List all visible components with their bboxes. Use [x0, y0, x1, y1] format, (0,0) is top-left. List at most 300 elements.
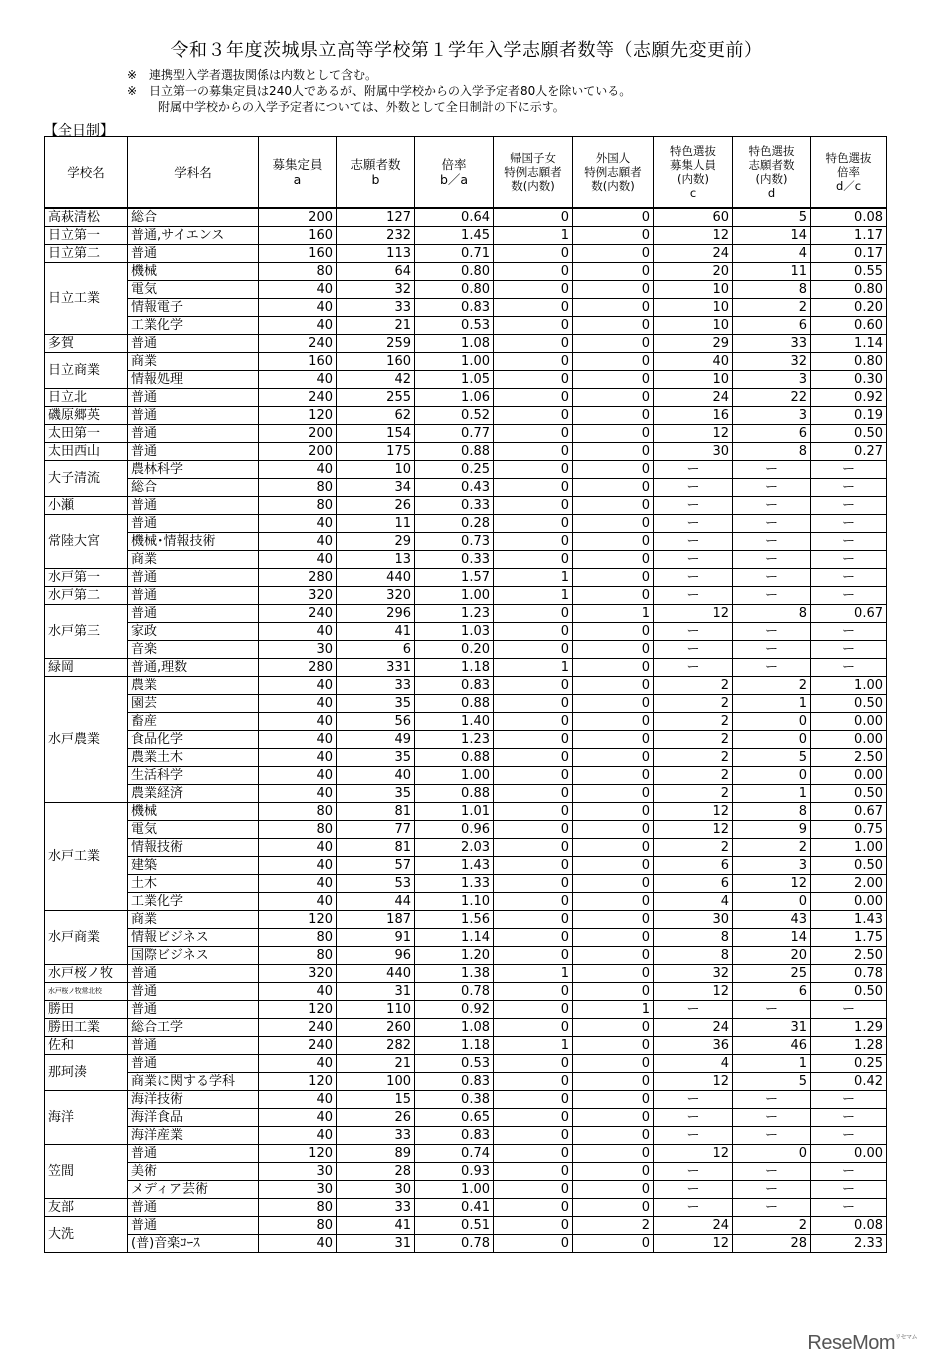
table-row: [45, 208, 887, 227]
dept-cell: 海洋産業: [128, 1127, 259, 1145]
ratio-cell: 0.78: [415, 1235, 494, 1253]
special-applicants-cell: 43: [733, 911, 811, 929]
special-capacity-cell: 8: [654, 929, 733, 947]
dept-cell: 普通: [128, 245, 259, 263]
special-applicants-cell: 28: [733, 1235, 811, 1253]
special-capacity-cell: 30: [654, 443, 733, 461]
foreign-cell: 0: [573, 227, 654, 245]
applicants-cell: 89: [337, 1145, 415, 1163]
special-applicants-cell: ー: [733, 623, 811, 641]
returnee-cell: 0: [494, 1127, 573, 1145]
table-row: [45, 569, 887, 587]
special-ratio-cell: ー: [811, 479, 887, 497]
table-body: [45, 208, 887, 1253]
dept-cell: 普通: [128, 443, 259, 461]
foreign-cell: 0: [573, 263, 654, 281]
foreign-cell: 0: [573, 983, 654, 1001]
table-row: [45, 677, 887, 695]
foreign-cell: 0: [573, 497, 654, 515]
returnee-cell: 0: [494, 533, 573, 551]
capacity-cell: 40: [259, 677, 337, 695]
special-ratio-cell: 0.80: [811, 353, 887, 371]
returnee-cell: 0: [494, 371, 573, 389]
school-name-cell: 那珂湊: [45, 1055, 128, 1091]
dept-cell: 農林科学: [128, 461, 259, 479]
capacity-cell: 160: [259, 353, 337, 371]
table-row: [45, 641, 887, 659]
table-row: [45, 371, 887, 389]
foreign-cell: 0: [573, 353, 654, 371]
applicants-cell: 260: [337, 1019, 415, 1037]
capacity-cell: 320: [259, 587, 337, 605]
foreign-cell: 0: [573, 317, 654, 335]
special-capacity-cell: 2: [654, 785, 733, 803]
table-row: [45, 497, 887, 515]
special-applicants-cell: 2: [733, 839, 811, 857]
applicants-cell: 175: [337, 443, 415, 461]
special-capacity-cell: 40: [654, 353, 733, 371]
returnee-cell: 1: [494, 587, 573, 605]
applicants-cell: 41: [337, 1217, 415, 1235]
special-ratio-cell: 0.30: [811, 371, 887, 389]
ratio-cell: 1.23: [415, 731, 494, 749]
special-ratio-cell: 0.00: [811, 731, 887, 749]
returnee-cell: 0: [494, 443, 573, 461]
special-applicants-cell: ー: [733, 1109, 811, 1127]
school-name-cell: 水戸第一: [45, 569, 128, 587]
header-applicants: 志願者数 b: [337, 137, 415, 209]
special-applicants-cell: 25: [733, 965, 811, 983]
returnee-cell: 0: [494, 1091, 573, 1109]
special-capacity-cell: 10: [654, 371, 733, 389]
returnee-cell: 0: [494, 1073, 573, 1091]
dept-cell: 普通: [128, 965, 259, 983]
applicants-cell: 320: [337, 587, 415, 605]
foreign-cell: 0: [573, 1235, 654, 1253]
special-ratio-cell: 1.28: [811, 1037, 887, 1055]
dept-cell: 普通: [128, 983, 259, 1001]
special-ratio-cell: ー: [811, 1001, 887, 1019]
applicants-cell: 35: [337, 785, 415, 803]
table-row: [45, 335, 887, 353]
special-applicants-cell: 2: [733, 299, 811, 317]
returnee-cell: 0: [494, 1055, 573, 1073]
dept-cell: 国際ビジネス: [128, 947, 259, 965]
capacity-cell: 40: [259, 731, 337, 749]
special-applicants-cell: ー: [733, 515, 811, 533]
school-name-cell: 勝田: [45, 1001, 128, 1019]
school-name-cell: 大洗: [45, 1217, 128, 1253]
special-ratio-cell: 1.17: [811, 227, 887, 245]
applicants-cell: 11: [337, 515, 415, 533]
special-ratio-cell: 0.55: [811, 263, 887, 281]
foreign-cell: 0: [573, 515, 654, 533]
special-applicants-cell: 5: [733, 208, 811, 227]
ratio-cell: 1.40: [415, 713, 494, 731]
special-applicants-cell: 33: [733, 335, 811, 353]
dept-cell: 総合: [128, 208, 259, 227]
ratio-cell: 0.83: [415, 1127, 494, 1145]
special-ratio-cell: 2.50: [811, 947, 887, 965]
dept-cell: 普通: [128, 425, 259, 443]
special-capacity-cell: 32: [654, 965, 733, 983]
table-row: [45, 803, 887, 821]
school-name-cell: 佐和: [45, 1037, 128, 1055]
ratio-cell: 1.57: [415, 569, 494, 587]
capacity-cell: 40: [259, 1109, 337, 1127]
header-special-capacity: 特色選抜 募集人員 (内数) c: [654, 137, 733, 209]
special-applicants-cell: ー: [733, 497, 811, 515]
ratio-cell: 0.38: [415, 1091, 494, 1109]
special-ratio-cell: 2.33: [811, 1235, 887, 1253]
returnee-cell: 1: [494, 659, 573, 677]
special-capacity-cell: 24: [654, 1019, 733, 1037]
special-applicants-cell: 3: [733, 407, 811, 425]
special-capacity-cell: ー: [654, 515, 733, 533]
special-applicants-cell: ー: [733, 1199, 811, 1217]
special-capacity-cell: ー: [654, 533, 733, 551]
table-row: [45, 1145, 887, 1163]
special-applicants-cell: ー: [733, 1181, 811, 1199]
dept-cell: 農業土木: [128, 749, 259, 767]
foreign-cell: 0: [573, 1199, 654, 1217]
table-row: [45, 299, 887, 317]
special-ratio-cell: ー: [811, 1181, 887, 1199]
foreign-cell: 0: [573, 533, 654, 551]
dept-cell: 総合工学: [128, 1019, 259, 1037]
table-row: [45, 1055, 887, 1073]
capacity-cell: 80: [259, 803, 337, 821]
foreign-cell: 0: [573, 767, 654, 785]
dept-cell: 音楽: [128, 641, 259, 659]
capacity-cell: 240: [259, 389, 337, 407]
dept-cell: 情報処理: [128, 371, 259, 389]
foreign-cell: 0: [573, 695, 654, 713]
foreign-cell: 0: [573, 749, 654, 767]
table-row: [45, 1109, 887, 1127]
table-row: [45, 1235, 887, 1253]
school-name-cell: 勝田工業: [45, 1019, 128, 1037]
capacity-cell: 40: [259, 695, 337, 713]
special-applicants-cell: 12: [733, 875, 811, 893]
applicants-cell: 21: [337, 1055, 415, 1073]
applicants-cell: 187: [337, 911, 415, 929]
applicants-cell: 77: [337, 821, 415, 839]
dept-cell: 海洋技術: [128, 1091, 259, 1109]
returnee-cell: 0: [494, 911, 573, 929]
dept-cell: 普通: [128, 515, 259, 533]
table-row: [45, 605, 887, 623]
special-applicants-cell: 32: [733, 353, 811, 371]
applicants-cell: 91: [337, 929, 415, 947]
returnee-cell: 0: [494, 407, 573, 425]
returnee-cell: 0: [494, 389, 573, 407]
special-ratio-cell: 0.78: [811, 965, 887, 983]
special-ratio-cell: ー: [811, 1109, 887, 1127]
table-row: [45, 317, 887, 335]
applicants-table: [44, 136, 887, 1253]
foreign-cell: 0: [573, 713, 654, 731]
dept-cell: (普)音楽ｺｰｽ: [128, 1235, 259, 1253]
special-capacity-cell: 24: [654, 245, 733, 263]
foreign-cell: 0: [573, 208, 654, 227]
applicants-cell: 41: [337, 623, 415, 641]
special-ratio-cell: 0.75: [811, 821, 887, 839]
table-row: [45, 1199, 887, 1217]
returnee-cell: 0: [494, 983, 573, 1001]
foreign-cell: 0: [573, 1019, 654, 1037]
special-capacity-cell: 2: [654, 677, 733, 695]
capacity-cell: 80: [259, 1217, 337, 1235]
table-row: [45, 857, 887, 875]
special-ratio-cell: ー: [811, 515, 887, 533]
special-applicants-cell: 20: [733, 947, 811, 965]
special-ratio-cell: 1.29: [811, 1019, 887, 1037]
ratio-cell: 1.33: [415, 875, 494, 893]
special-applicants-cell: 5: [733, 1073, 811, 1091]
header-school: 学校名: [45, 137, 128, 209]
special-ratio-cell: ー: [811, 533, 887, 551]
header-ratio: 倍率 b／a: [415, 137, 494, 209]
special-ratio-cell: ー: [811, 1163, 887, 1181]
ratio-cell: 0.41: [415, 1199, 494, 1217]
applicants-cell: 26: [337, 497, 415, 515]
returnee-cell: 1: [494, 965, 573, 983]
applicants-cell: 34: [337, 479, 415, 497]
dept-cell: 機械･情報技術: [128, 533, 259, 551]
capacity-cell: 40: [259, 857, 337, 875]
special-ratio-cell: 0.67: [811, 605, 887, 623]
returnee-cell: 0: [494, 479, 573, 497]
returnee-cell: 0: [494, 1181, 573, 1199]
school-name-cell: 水戸第三: [45, 605, 128, 659]
school-name-cell: 日立第二: [45, 245, 128, 263]
ratio-cell: 1.23: [415, 605, 494, 623]
capacity-cell: 30: [259, 1181, 337, 1199]
special-capacity-cell: 10: [654, 299, 733, 317]
special-applicants-cell: 14: [733, 929, 811, 947]
special-ratio-cell: 0.42: [811, 1073, 887, 1091]
special-applicants-cell: 8: [733, 281, 811, 299]
table-row: [45, 1127, 887, 1145]
table-row: [45, 659, 887, 677]
special-capacity-cell: 12: [654, 1073, 733, 1091]
school-name-cell: 水戸第二: [45, 587, 128, 605]
foreign-cell: 0: [573, 551, 654, 569]
capacity-cell: 40: [259, 515, 337, 533]
table-row: [45, 1001, 887, 1019]
dept-cell: 普通: [128, 497, 259, 515]
foreign-cell: 0: [573, 1127, 654, 1145]
special-capacity-cell: 8: [654, 947, 733, 965]
dept-cell: 機械: [128, 803, 259, 821]
special-ratio-cell: ー: [811, 1199, 887, 1217]
special-capacity-cell: ー: [654, 1199, 733, 1217]
school-name-cell: 水戸工業: [45, 803, 128, 911]
table-row: [45, 875, 887, 893]
table-row: [45, 1037, 887, 1055]
capacity-cell: 80: [259, 497, 337, 515]
header-foreign: 外国人 特例志願者 数(内数): [573, 137, 654, 209]
special-capacity-cell: 12: [654, 227, 733, 245]
dept-cell: 農業経済: [128, 785, 259, 803]
ratio-cell: 0.20: [415, 641, 494, 659]
special-applicants-cell: ー: [733, 1163, 811, 1181]
ratio-cell: 0.78: [415, 983, 494, 1001]
applicants-cell: 81: [337, 803, 415, 821]
special-capacity-cell: 2: [654, 695, 733, 713]
foreign-cell: 2: [573, 1217, 654, 1235]
ratio-cell: 0.64: [415, 208, 494, 227]
ratio-cell: 1.18: [415, 1037, 494, 1055]
returnee-cell: 0: [494, 461, 573, 479]
capacity-cell: 40: [259, 749, 337, 767]
special-applicants-cell: ー: [733, 479, 811, 497]
ratio-cell: 0.51: [415, 1217, 494, 1235]
applicants-cell: 259: [337, 335, 415, 353]
special-capacity-cell: ー: [654, 1091, 733, 1109]
dept-cell: 普通: [128, 407, 259, 425]
ratio-cell: 1.00: [415, 353, 494, 371]
capacity-cell: 40: [259, 1091, 337, 1109]
special-capacity-cell: ー: [654, 659, 733, 677]
returnee-cell: 0: [494, 551, 573, 569]
special-ratio-cell: 0.67: [811, 803, 887, 821]
school-name-cell: 日立商業: [45, 353, 128, 389]
returnee-cell: 0: [494, 1163, 573, 1181]
special-ratio-cell: 2.50: [811, 749, 887, 767]
special-ratio-cell: 0.80: [811, 281, 887, 299]
dept-cell: 普通: [128, 335, 259, 353]
capacity-cell: 80: [259, 821, 337, 839]
special-capacity-cell: ー: [654, 569, 733, 587]
table-row: [45, 713, 887, 731]
ratio-cell: 0.92: [415, 1001, 494, 1019]
table-row: [45, 893, 887, 911]
special-ratio-cell: 1.43: [811, 911, 887, 929]
applicants-cell: 127: [337, 208, 415, 227]
table-row: [45, 407, 887, 425]
dept-cell: 情報電子: [128, 299, 259, 317]
special-applicants-cell: 8: [733, 605, 811, 623]
special-ratio-cell: ー: [811, 623, 887, 641]
special-ratio-cell: 0.27: [811, 443, 887, 461]
header-capacity: 募集定員 a: [259, 137, 337, 209]
returnee-cell: 0: [494, 821, 573, 839]
special-ratio-cell: 0.08: [811, 208, 887, 227]
header-returnee: 帰国子女 特例志願者 数(内数): [494, 137, 573, 209]
school-name-cell: 太田西山: [45, 443, 128, 461]
foreign-cell: 0: [573, 389, 654, 407]
returnee-cell: 0: [494, 208, 573, 227]
special-applicants-cell: 0: [733, 767, 811, 785]
applicants-cell: 15: [337, 1091, 415, 1109]
applicants-cell: 232: [337, 227, 415, 245]
returnee-cell: 0: [494, 623, 573, 641]
table-row: [45, 551, 887, 569]
table-row: [45, 353, 887, 371]
resemom-logo: ReseMom$^{リセマム}$: [807, 1332, 917, 1354]
special-applicants-cell: 31: [733, 1019, 811, 1037]
special-capacity-cell: ー: [654, 1163, 733, 1181]
returnee-cell: 0: [494, 947, 573, 965]
table-row: [45, 695, 887, 713]
table-row: [45, 785, 887, 803]
special-capacity-cell: ー: [654, 551, 733, 569]
dept-cell: 電気: [128, 281, 259, 299]
foreign-cell: 1: [573, 1001, 654, 1019]
special-applicants-cell: 2: [733, 677, 811, 695]
applicants-cell: 35: [337, 695, 415, 713]
school-name-cell: 水戸桜ノ牧常北校: [45, 983, 128, 1001]
capacity-cell: 280: [259, 569, 337, 587]
table-row: [45, 443, 887, 461]
special-capacity-cell: ー: [654, 1001, 733, 1019]
ratio-cell: 0.73: [415, 533, 494, 551]
special-ratio-cell: 0.50: [811, 695, 887, 713]
capacity-cell: 200: [259, 208, 337, 227]
special-applicants-cell: 14: [733, 227, 811, 245]
capacity-cell: 40: [259, 281, 337, 299]
special-ratio-cell: 0.00: [811, 767, 887, 785]
ratio-cell: 0.96: [415, 821, 494, 839]
special-applicants-cell: 6: [733, 983, 811, 1001]
foreign-cell: 0: [573, 623, 654, 641]
special-ratio-cell: 0.08: [811, 1217, 887, 1235]
capacity-cell: 40: [259, 371, 337, 389]
table-row: [45, 1091, 887, 1109]
special-capacity-cell: 12: [654, 425, 733, 443]
table-row: [45, 263, 887, 281]
special-applicants-cell: ー: [733, 1091, 811, 1109]
ratio-cell: 0.25: [415, 461, 494, 479]
foreign-cell: 0: [573, 821, 654, 839]
returnee-cell: 0: [494, 929, 573, 947]
special-ratio-cell: 0.20: [811, 299, 887, 317]
foreign-cell: 0: [573, 929, 654, 947]
capacity-cell: 320: [259, 965, 337, 983]
dept-cell: 工業化学: [128, 893, 259, 911]
capacity-cell: 40: [259, 623, 337, 641]
returnee-cell: 0: [494, 641, 573, 659]
special-capacity-cell: 10: [654, 281, 733, 299]
special-capacity-cell: 2: [654, 749, 733, 767]
dept-cell: 機械: [128, 263, 259, 281]
special-ratio-cell: ー: [811, 569, 887, 587]
returnee-cell: 0: [494, 749, 573, 767]
returnee-cell: 0: [494, 515, 573, 533]
special-ratio-cell: 0.92: [811, 389, 887, 407]
dept-cell: 生活科学: [128, 767, 259, 785]
special-capacity-cell: ー: [654, 1181, 733, 1199]
dept-cell: 美術: [128, 1163, 259, 1181]
applicants-cell: 49: [337, 731, 415, 749]
special-capacity-cell: ー: [654, 479, 733, 497]
returnee-cell: 0: [494, 335, 573, 353]
table-header-row: [45, 137, 887, 209]
ratio-cell: 1.20: [415, 947, 494, 965]
special-capacity-cell: 12: [654, 1235, 733, 1253]
note-3: 附属中学校からの入学予定者については、外数として全日制計の下に示す。: [158, 100, 565, 114]
ratio-cell: 1.08: [415, 335, 494, 353]
applicants-cell: 160: [337, 353, 415, 371]
header-dept: 学科名: [128, 137, 259, 209]
returnee-cell: 0: [494, 1235, 573, 1253]
school-name-cell: 磯原郷英: [45, 407, 128, 425]
special-capacity-cell: 20: [654, 263, 733, 281]
applicants-cell: 255: [337, 389, 415, 407]
dept-cell: 総合: [128, 479, 259, 497]
